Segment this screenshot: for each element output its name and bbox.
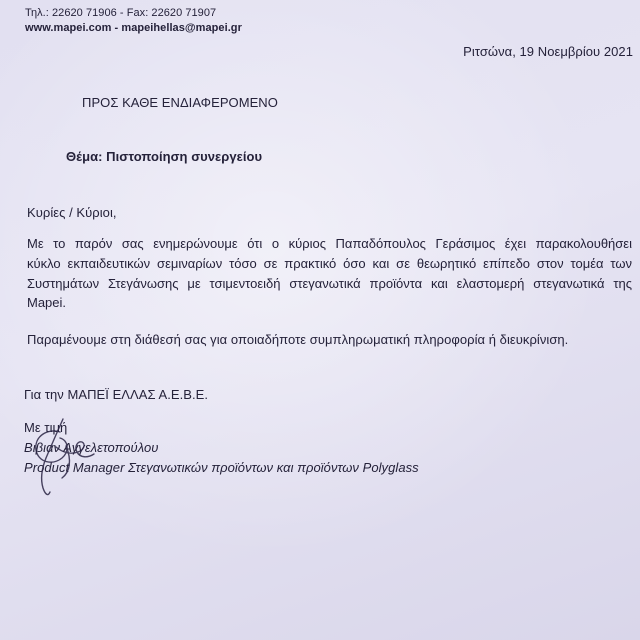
paragraph-line: κύκλο εκπαιδευτικών σεμιναρίων τόσο σε πρακτικό όσο και σε θεωρητικό επίπεδο στον τομέα των bbox=[27, 255, 632, 271]
date-line: Ριτσώνα, 19 Νοεμβρίου 2021 bbox=[463, 44, 633, 59]
subject-line: Θέμα: Πιστοποίηση συνεργείου bbox=[66, 149, 263, 164]
closing-regards: Με τιμή bbox=[24, 420, 68, 435]
body-paragraph-1 bbox=[27, 234, 632, 313]
signatory-title: Product Manager Στεγανωτικών προϊόντων και προϊόντων Polyglass bbox=[24, 460, 419, 475]
paragraph-line: Συστημάτων Στεγάνωσης με τσιμεντοειδή στεγανωτικά προϊόντα και ελαστομερή στεγανωτικά της bbox=[27, 275, 632, 291]
body-paragraph-2: Παραμένουμε στη διάθεσή σας για οποιαδήποτε συμπληρωματική πληροφορία ή διευκρίνιση. bbox=[27, 332, 569, 347]
salutation: Κυρίες / Κύριοι, bbox=[27, 205, 117, 220]
paragraph-line: Mapei. bbox=[27, 295, 67, 311]
signatory-name: Βιβιαν Αγγελετοπούλου bbox=[24, 440, 159, 455]
letterhead-phone-fax: Τηλ.: 22620 71906 - Fax: 22620 71907 bbox=[25, 7, 217, 19]
closing-company: Για την ΜΑΠΕΪ ΕΛΛΑΣ Α.Ε.Β.Ε. bbox=[24, 387, 209, 402]
paragraph-line: Με το παρόν σας ενημερώνουμε ότι ο κύριος Παπαδόπουλος Γεράσιμος έχει παρακολουθήσει bbox=[27, 236, 632, 251]
letterhead-web-email: www.mapei.com - mapeihellas@mapei.gr bbox=[25, 22, 242, 34]
recipient-line: ΠΡΟΣ ΚΑΘΕ ΕΝΔΙΑΦΕΡΟΜΕΝΟ bbox=[82, 95, 278, 110]
